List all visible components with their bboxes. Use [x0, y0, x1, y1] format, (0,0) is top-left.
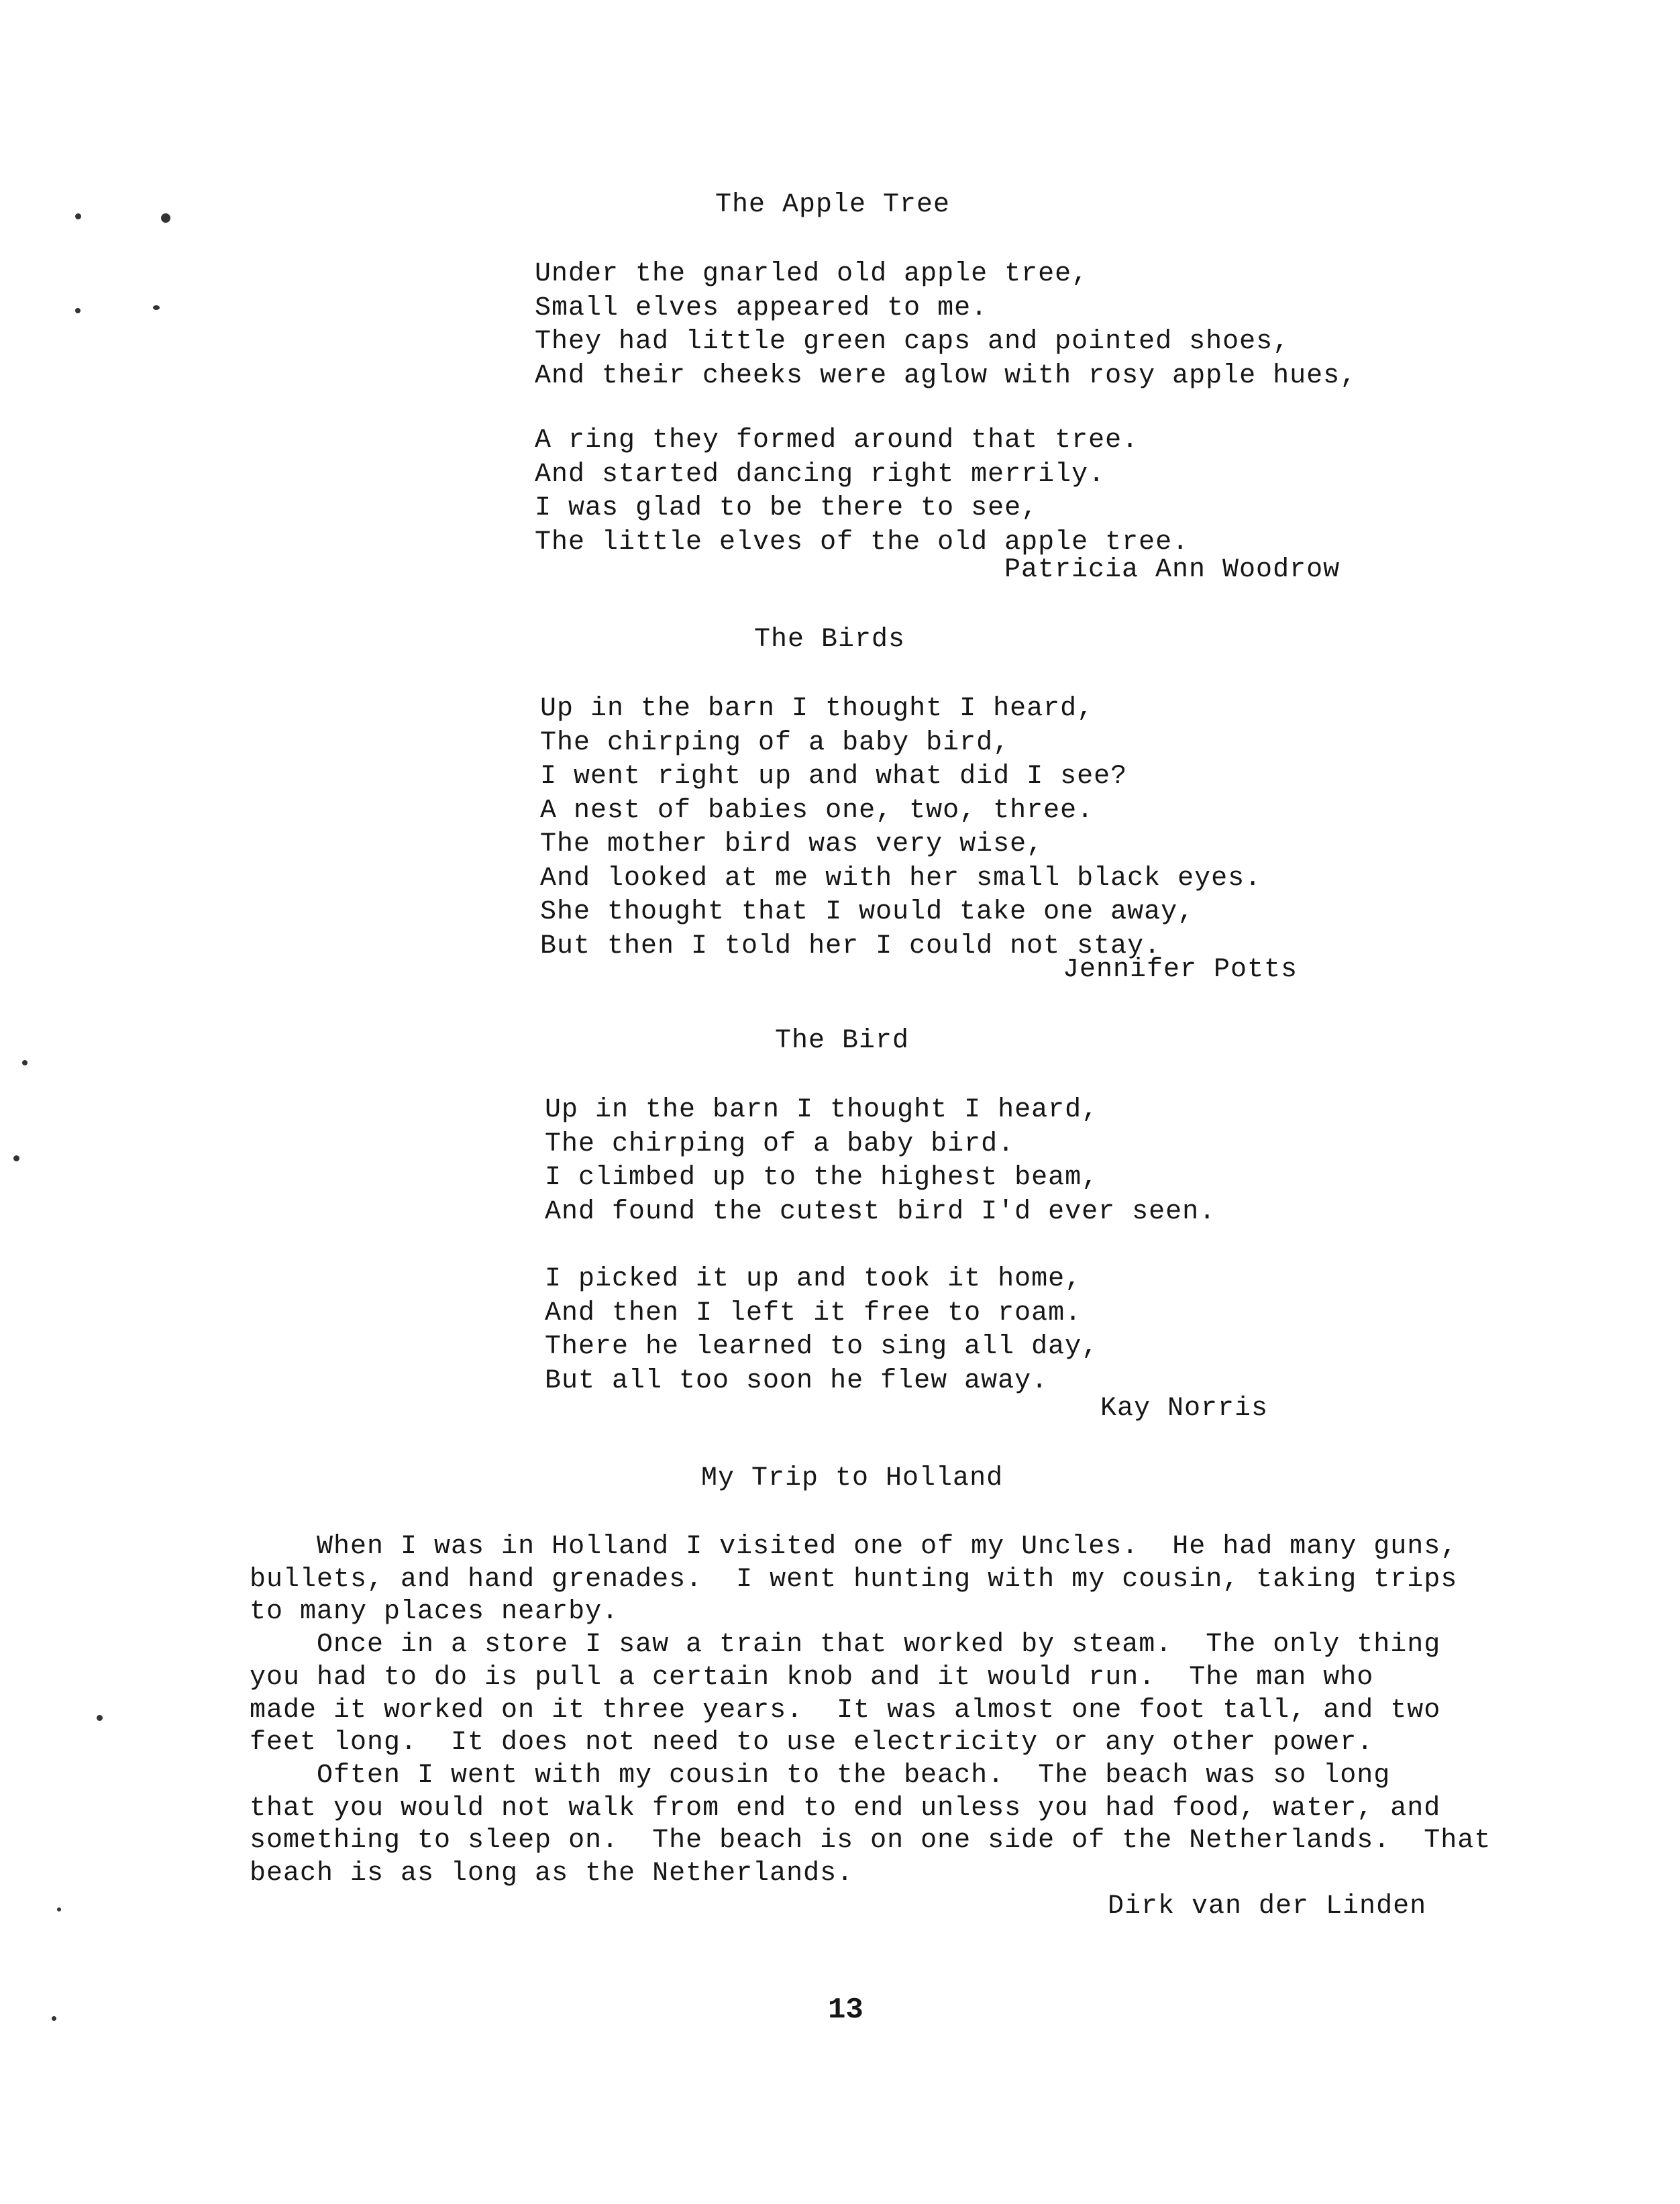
- page-number: 13: [828, 1993, 863, 2027]
- story-line: feet long. It does not need to use electricity or any other power.: [250, 1728, 1374, 1759]
- poem-line: And looked at me with her small black eyes.: [540, 863, 1262, 894]
- scan-speck: [52, 2016, 56, 2021]
- story-line: that you would not walk from end to end unless you had food, water, and: [250, 1793, 1441, 1824]
- story-line: something to sleep on. The beach is on one side of the Netherlands. That: [250, 1826, 1491, 1856]
- poem-line: Small elves appeared to me.: [535, 293, 988, 323]
- scan-speck: [75, 308, 81, 313]
- story-line: Once in a store I saw a train that worked by steam. The only thing: [250, 1630, 1441, 1661]
- scan-speck: [57, 1907, 61, 1911]
- poem-line: But then I told her I could not stay.: [540, 931, 1161, 961]
- story-title: My Trip to Holland: [701, 1463, 1004, 1493]
- poem-the-birds-stanza-1: [540, 692, 1261, 963]
- poem-line: The little elves of the old apple tree.: [535, 527, 1190, 558]
- poem-line: I was glad to be there to see,: [535, 493, 1039, 523]
- poem-title-the-birds: The Birds: [754, 625, 906, 655]
- poem-line: I climbed up to the highest beam,: [545, 1163, 1099, 1193]
- scan-speck: [13, 1155, 19, 1161]
- poem-author-the-bird: Kay Norris: [1100, 1394, 1269, 1424]
- poem-line: But all too soon he flew away.: [545, 1365, 1049, 1396]
- story-line: you had to do is pull a certain knob and it would run. The man who: [250, 1662, 1374, 1693]
- story-line: beach is as long as the Netherlands.: [250, 1858, 854, 1889]
- story-line: When I was in Holland I visited one of my Uncles. He had many guns,: [250, 1532, 1458, 1562]
- poem-line: And then I left it free to roam.: [545, 1298, 1082, 1328]
- poem-line: And found the cutest bird I'd ever seen.: [545, 1196, 1216, 1227]
- poem-line: A ring they formed around that tree.: [535, 425, 1139, 456]
- scan-speck: [153, 305, 160, 310]
- poem-line: Under the gnarled old apple tree,: [535, 259, 1089, 289]
- poem-line: Up in the barn I thought I heard,: [540, 694, 1094, 724]
- poem-apple-tree-stanza-1: [535, 258, 1357, 393]
- poem-line: A nest of babies one, two, three.: [540, 795, 1094, 826]
- poem-line: Up in the barn I thought I heard,: [545, 1095, 1099, 1125]
- story-line: Often I went with my cousin to the beach. The beach was so long: [250, 1760, 1391, 1791]
- scan-speck: [75, 213, 81, 219]
- poem-title-apple-tree: The Apple Tree: [715, 190, 951, 220]
- poem-line: They had little green caps and pointed shoes,: [535, 327, 1290, 357]
- poem-author-apple-tree: Patricia Ann Woodrow: [1004, 555, 1341, 585]
- poem-apple-tree-stanza-2: [535, 424, 1189, 560]
- story-line: made it worked on it three years. It was almost one foot tall, and two: [250, 1695, 1441, 1726]
- poem-line: And their cheeks were aglow with rosy apple hues,: [535, 360, 1357, 391]
- story-line: to many places nearby.: [250, 1597, 619, 1628]
- story-author: Dirk van der Linden: [1108, 1891, 1427, 1922]
- poem-the-bird-stanza-2: [545, 1263, 1098, 1398]
- poem-line: She thought that I would take one away,: [540, 897, 1195, 927]
- poem-line: The mother bird was very wise,: [540, 829, 1044, 859]
- scan-speck: [22, 1060, 28, 1065]
- poem-line: I went right up and what did I see?: [540, 762, 1128, 792]
- poem-the-bird-stanza-1: [545, 1094, 1216, 1229]
- poem-line: And started dancing right merrily.: [535, 459, 1106, 490]
- poem-line: I picked it up and took it home,: [545, 1264, 1082, 1294]
- story-line: bullets, and hand grenades. I went hunting with my cousin, taking trips: [250, 1564, 1458, 1595]
- poem-author-the-birds: Jennifer Potts: [1063, 955, 1298, 985]
- scan-speck: [97, 1715, 103, 1721]
- scan-speck: [161, 213, 170, 223]
- poem-line: The chirping of a baby bird,: [540, 727, 1010, 758]
- story-body: [250, 1531, 1491, 1891]
- poem-title-the-bird: The Bird: [775, 1026, 910, 1056]
- poem-line: There he learned to sing all day,: [545, 1332, 1099, 1362]
- poem-line: The chirping of a baby bird.: [545, 1129, 1015, 1159]
